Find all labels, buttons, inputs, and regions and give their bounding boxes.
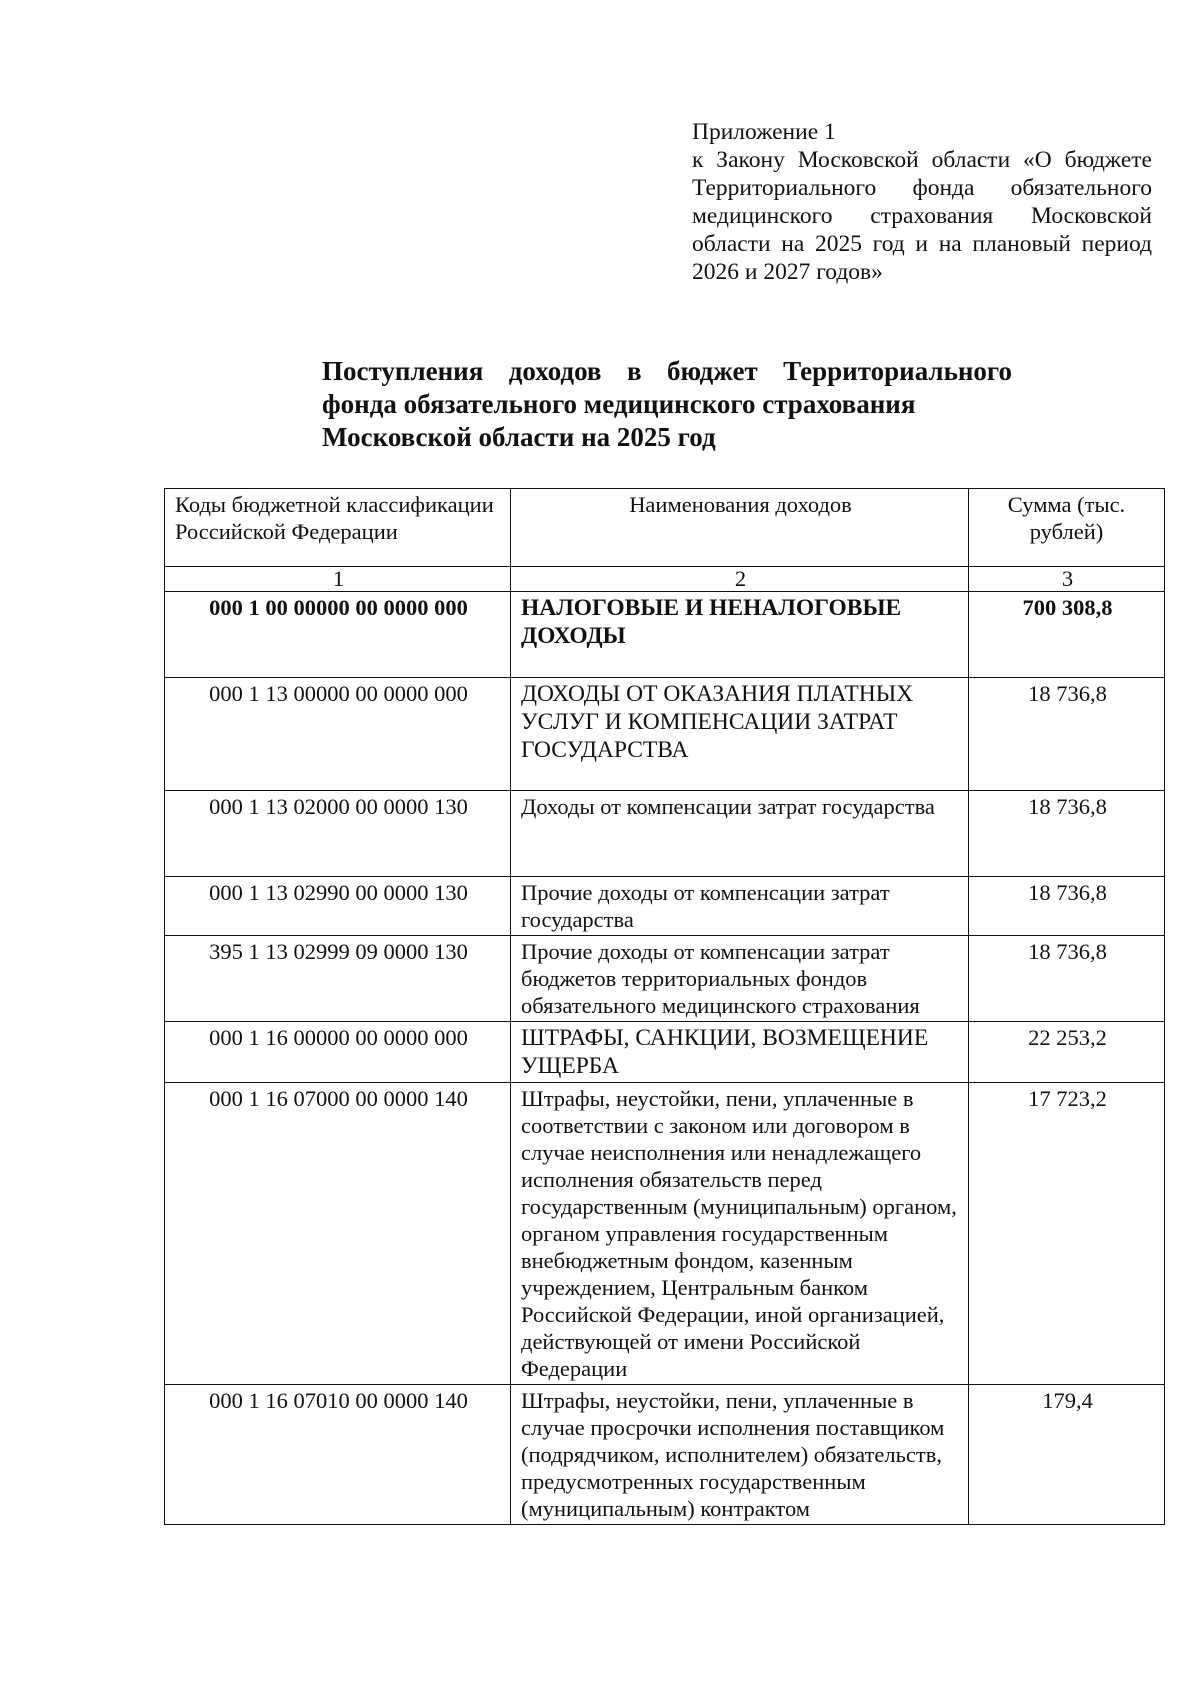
table-header-row: [165, 489, 1165, 567]
table-row: [165, 678, 1165, 791]
row-sum: 700 308,8: [969, 592, 1165, 678]
row-name: Штрафы, неустойки, пени, уплаченные в соответствии с законом или договором в случае неисполнения или ненадлежащего исполнения обязательств перед государственным (муниципальным) органом, органом управления государственным внебюджетным фондом, казенным учреждением, Центральным банком Российской Федерации, иной организацией, действующей от имени Российской Федерации: [511, 1083, 969, 1385]
row-code: 000 1 00 00000 00 0000 000: [165, 592, 511, 678]
column-number: 2: [511, 567, 969, 592]
row-name: ШТРАФЫ, САНКЦИИ, ВОЗМЕЩЕНИЕ УЩЕРБА: [511, 1022, 969, 1083]
document-title-region: Московской области на 2025 год: [322, 422, 716, 452]
document-title-main: Поступления доходов в бюджет Территориального фонда обязательного медицинского страхования: [322, 356, 1012, 419]
row-sum: 179,4: [969, 1385, 1165, 1525]
header-code: Коды бюджетной классификации Российской Федерации: [165, 489, 511, 567]
row-sum: 18 736,8: [969, 791, 1165, 877]
row-code: 000 1 13 02000 00 0000 130: [165, 791, 511, 877]
column-number: 1: [165, 567, 511, 592]
row-code: 000 1 16 07010 00 0000 140: [165, 1385, 511, 1525]
row-code: 395 1 13 02999 09 0000 130: [165, 936, 511, 1022]
income-table: [164, 488, 1165, 1525]
appendix-number: Приложение 1: [692, 119, 836, 145]
row-name: ДОХОДЫ ОТ ОКАЗАНИЯ ПЛАТНЫХ УСЛУГ И КОМПЕНСАЦИИ ЗАТРАТ ГОСУДАРСТВА: [511, 678, 969, 791]
row-sum: 22 253,2: [969, 1022, 1165, 1083]
row-sum: 18 736,8: [969, 936, 1165, 1022]
row-code: 000 1 13 02990 00 0000 130: [165, 877, 511, 936]
table-row: [165, 1022, 1165, 1083]
row-name: НАЛОГОВЫЕ И НЕНАЛОГОВЫЕ ДОХОДЫ: [511, 592, 969, 678]
table-row: [165, 877, 1165, 936]
row-name: Штрафы, неустойки, пени, уплаченные в случае просрочки исполнения поставщиком (подрядчиком, исполнителем) обязательств, предусмотренных государственным (муниципальным) контрактом: [511, 1385, 969, 1525]
table-row: [165, 592, 1165, 678]
column-number: 3: [969, 567, 1165, 592]
table-row: [165, 1083, 1165, 1385]
row-name: Доходы от компенсации затрат государства: [511, 791, 969, 877]
row-name: Прочие доходы от компенсации затрат бюджетов территориальных фондов обязательного медицинского страхования: [511, 936, 969, 1022]
row-sum: 18 736,8: [969, 877, 1165, 936]
header-name: Наименования доходов: [511, 489, 969, 567]
row-name: Прочие доходы от компенсации затрат государства: [511, 877, 969, 936]
table-row: [165, 791, 1165, 877]
row-code: 000 1 13 00000 00 0000 000: [165, 678, 511, 791]
row-sum: 18 736,8: [969, 678, 1165, 791]
column-number-row: [165, 567, 1165, 592]
table-row: [165, 1385, 1165, 1525]
appendix-note: [692, 118, 1152, 286]
row-code: 000 1 16 00000 00 0000 000: [165, 1022, 511, 1083]
document-title: [322, 355, 1012, 454]
row-code: 000 1 16 07000 00 0000 140: [165, 1083, 511, 1385]
header-sum: Сумма (тыс. рублей): [969, 489, 1165, 567]
row-sum: 17 723,2: [969, 1083, 1165, 1385]
appendix-reference: к Закону Московской области «О бюджете Территориального фонда обязательного медицинского страхования Московской области на 2025 год и на плановый период 2026 и 2027 годов»: [692, 147, 1152, 285]
table-row: [165, 936, 1165, 1022]
